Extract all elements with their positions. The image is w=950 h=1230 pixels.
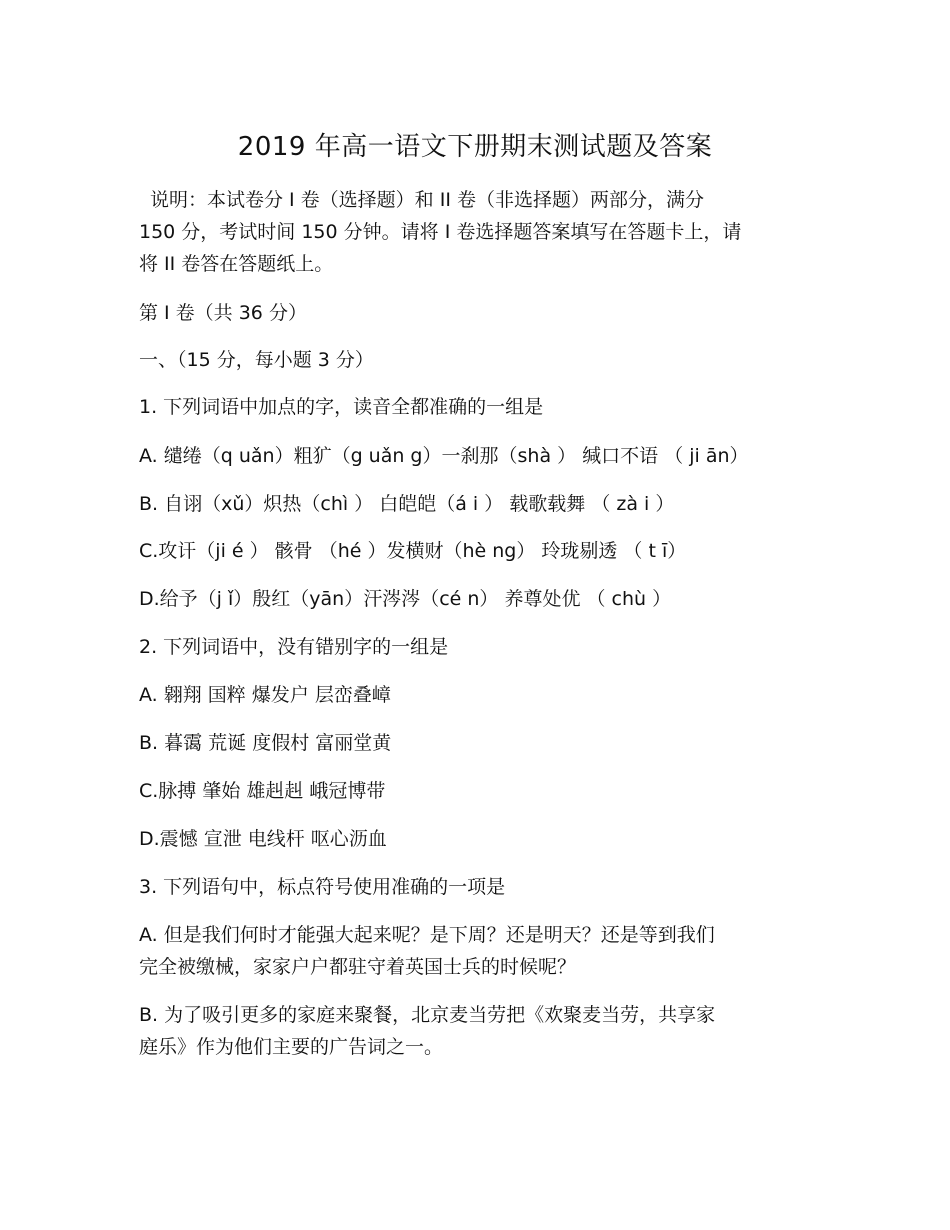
question-3-option-b-line-2: 庭乐》作为他们主要的广告词之一。 [139,1036,444,1058]
question-3-stem: 3. 下列语句中，标点符号使用准确的一项是 [139,876,506,898]
question-1-option-c: C.攻讦（ji é ） 骸骨 （hé ）发横财（hè ng） 玲珑剔透 （ t ī） [139,540,687,562]
document-title: 2019 年高一语文下册期末测试题及答案 [237,132,713,162]
question-3-option-b-line-1: B. 为了吸引更多的家庭来聚餐，北京麦当劳把《欢聚麦当劳，共享家 [139,1004,716,1026]
question-1-option-d: D.给予（j ǐ）殷红（yān）汗涔涔（cé n） 养尊处优 （ chù ） [139,588,672,610]
intro-line-2: 150 分，考试时间 150 分钟。请将 I 卷选择题答案填写在答题卡上，请 [139,221,742,243]
intro-line-1: 说明：本试卷分 I 卷（选择题）和 II 卷（非选择题）两部分，满分 [150,189,704,211]
question-1-option-a: A. 缱绻（q uǎn）粗犷（g uǎn g）一刹那（shà ） 缄口不语 （ ji ān） [139,445,749,467]
question-2-option-b: B. 暮霭 荒诞 度假村 富丽堂黄 [139,732,392,754]
question-1-stem: 1. 下列词语中加点的字，读音全都准确的一组是 [139,396,544,418]
question-3-option-a-line-1: A. 但是我们何时才能强大起来呢？是下周？还是明天？还是等到我们 [139,924,715,946]
question-2-option-d: D.震憾 宣泄 电线杆 呕心沥血 [139,828,387,850]
question-1-option-b: B. 自诩（xǔ）炽热（chì ） 白皑皑（á i ） 载歌载舞 （ zà i ） [139,493,675,515]
question-2-stem: 2. 下列词语中，没有错别字的一组是 [139,636,449,658]
section1-heading: 一、（15 分，每小题 3 分） [139,349,374,371]
question-2-option-a: A. 翱翔 国粹 爆发户 层峦叠嶂 [139,684,391,706]
part1-heading: 第 I 卷（共 36 分） [139,302,307,324]
intro-line-3: 将 II 卷答在答题纸上。 [139,253,334,275]
question-3-option-a-line-2: 完全被缴械，家家户户都驻守着英国士兵的时候呢？ [139,956,577,978]
question-2-option-c: C.脉搏 肇始 雄赳赳 峨冠博带 [139,780,386,802]
